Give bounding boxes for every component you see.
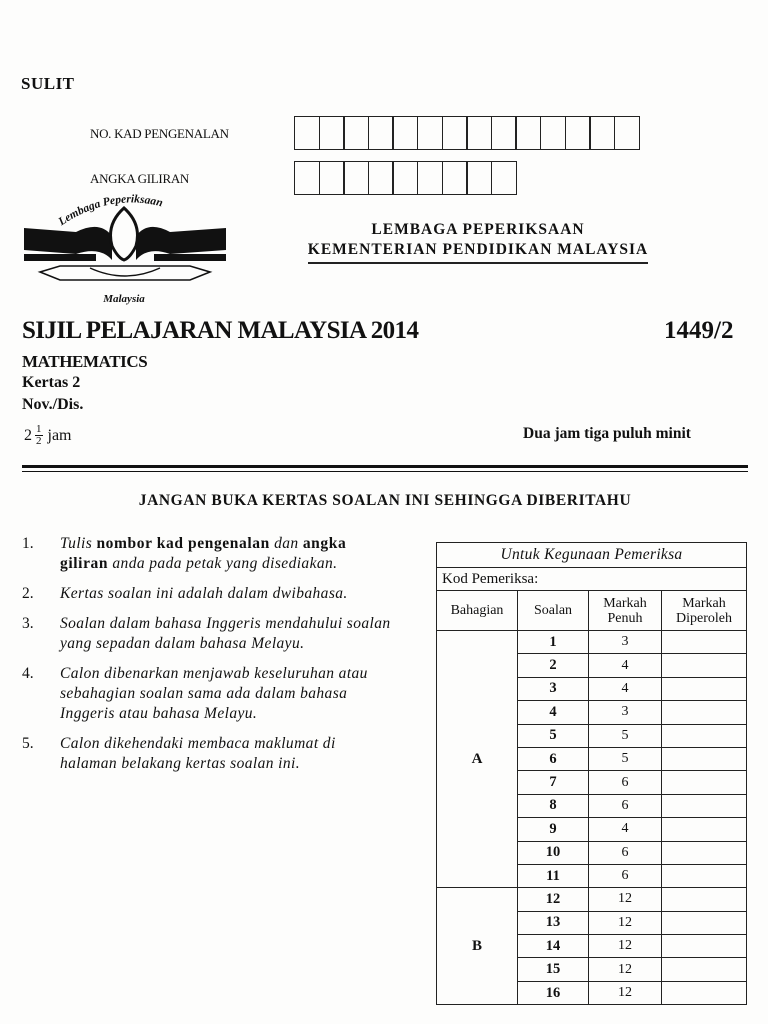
instruction-segment: anda pada petak yang disediakan.	[108, 555, 338, 572]
obtained-marks-cell[interactable]	[662, 888, 747, 911]
candidate-digit-box[interactable]	[442, 161, 468, 195]
instruction-number: 3.	[22, 615, 34, 632]
svg-text:Lembaga Peperiksaan	[56, 193, 164, 228]
obtained-marks-line1: Markah	[682, 595, 726, 611]
obtained-marks-line2: Diperoleh	[676, 610, 732, 626]
org-line-1: LEMBAGA PEPERIKSAAN	[371, 221, 585, 238]
full-marks-value: 6	[589, 864, 662, 887]
obtained-marks-cell[interactable]	[662, 958, 747, 981]
full-marks-line1: Markah	[603, 595, 647, 611]
instruction-number: 1.	[22, 535, 34, 552]
full-marks-value: 12	[589, 935, 662, 958]
obtained-marks-cell[interactable]	[662, 747, 747, 770]
question-number: 13	[518, 911, 589, 934]
question-number: 9	[518, 818, 589, 841]
instructions-list	[22, 534, 394, 784]
instruction-text: Soalan dalam bahasa Inggeris mendahului soalan yang sepadan dalam bahasa Melayu.	[60, 615, 391, 652]
full-marks-value: 6	[589, 841, 662, 864]
instruction-text	[60, 534, 394, 574]
logo-bottom-text: Malaysia	[103, 293, 145, 305]
divider-thin	[22, 471, 748, 472]
question-number: 4	[518, 701, 589, 724]
table-row	[437, 888, 747, 911]
organization-header	[268, 220, 688, 264]
examiner-code-label: Kod Pemeriksa:	[437, 568, 747, 591]
obtained-marks-cell[interactable]	[662, 677, 747, 700]
paper-code: 1449/2	[664, 317, 734, 344]
question-number: 3	[518, 677, 589, 700]
candidate-digit-box[interactable]	[343, 161, 369, 195]
ic-digit-box[interactable]	[466, 116, 492, 150]
logo-arc-text: Lembaga Peperiksaan	[56, 193, 164, 229]
candidate-digit-box[interactable]	[319, 161, 345, 195]
obtained-marks-cell[interactable]	[662, 794, 747, 817]
obtained-marks-cell[interactable]	[662, 701, 747, 724]
table-title: Untuk Kegunaan Pemeriksa	[437, 543, 747, 568]
obtained-marks-cell[interactable]	[662, 981, 747, 1004]
paper-number: Kertas 2	[22, 374, 81, 391]
full-marks-value: 12	[589, 888, 662, 911]
instruction-number: 5.	[22, 735, 34, 752]
examiner-marks-table	[436, 542, 747, 1005]
obtained-marks-cell[interactable]	[662, 864, 747, 887]
ic-digit-box[interactable]	[515, 116, 541, 150]
ic-digit-box[interactable]	[565, 116, 591, 150]
duration-denominator: 2	[36, 435, 42, 447]
ic-number-label: NO. KAD PENGENALAN	[90, 126, 229, 141]
full-marks-value: 12	[589, 911, 662, 934]
duration-half	[35, 424, 43, 447]
full-marks-value: 6	[589, 794, 662, 817]
ic-digit-box[interactable]	[442, 116, 468, 150]
question-number: 10	[518, 841, 589, 864]
duration-unit: jam	[47, 426, 72, 444]
subject-name: MATHEMATICS	[22, 352, 148, 371]
question-number: 12	[518, 888, 589, 911]
instruction-item	[22, 734, 394, 774]
instruction-text: Calon dikehendaki membaca maklumat di halaman belakang kertas soalan ini.	[60, 735, 336, 772]
divider-thick	[22, 465, 748, 468]
question-number: 5	[518, 724, 589, 747]
obtained-marks-cell[interactable]	[662, 724, 747, 747]
column-header-obtained-marks	[662, 591, 747, 631]
instruction-segment: dan	[269, 535, 303, 552]
question-number: 16	[518, 981, 589, 1004]
obtained-marks-cell[interactable]	[662, 841, 747, 864]
instruction-text: Kertas soalan ini adalah dalam dwibahasa.	[60, 585, 348, 602]
duration-text: Dua jam tiga puluh minit	[523, 425, 691, 442]
candidate-number-label: ANGKA GILIRAN	[90, 171, 190, 186]
ic-digit-box[interactable]	[540, 116, 566, 150]
ic-digit-box[interactable]	[294, 116, 320, 150]
question-number: 7	[518, 771, 589, 794]
question-number: 1	[518, 631, 589, 654]
confidential-label: SULIT	[21, 74, 75, 93]
ic-number-boxes[interactable]	[294, 116, 639, 150]
full-marks-value: 4	[589, 677, 662, 700]
full-marks-value: 5	[589, 724, 662, 747]
candidate-digit-box[interactable]	[368, 161, 394, 195]
candidate-digit-box[interactable]	[491, 161, 517, 195]
full-marks-value: 3	[589, 701, 662, 724]
instruction-item	[22, 614, 394, 654]
full-marks-value: 4	[589, 818, 662, 841]
candidate-digit-box[interactable]	[392, 161, 418, 195]
ic-digit-box[interactable]	[614, 116, 640, 150]
instruction-item	[22, 534, 394, 574]
section-label: B	[437, 888, 518, 1005]
obtained-marks-cell[interactable]	[662, 771, 747, 794]
ic-digit-box[interactable]	[319, 116, 345, 150]
candidate-digit-box[interactable]	[294, 161, 320, 195]
candidate-number-boxes[interactable]	[294, 161, 515, 195]
table-row	[437, 631, 747, 654]
question-number: 11	[518, 864, 589, 887]
instruction-number: 2.	[22, 585, 34, 602]
obtained-marks-cell[interactable]	[662, 935, 747, 958]
question-number: 2	[518, 654, 589, 677]
full-marks-value: 5	[589, 747, 662, 770]
instruction-item	[22, 584, 394, 604]
obtained-marks-cell[interactable]	[662, 818, 747, 841]
org-line-2: KEMENTERIAN PENDIDIKAN MALAYSIA	[308, 240, 648, 264]
ic-digit-box[interactable]	[343, 116, 369, 150]
full-marks-value: 12	[589, 981, 662, 1004]
ic-digit-box[interactable]	[392, 116, 418, 150]
column-header-question: Soalan	[518, 591, 589, 631]
do-not-open-warning: JANGAN BUKA KERTAS SOALAN INI SEHINGGA DIBERITAHU	[138, 492, 632, 509]
question-number: 14	[518, 935, 589, 958]
duration-numerator: 1	[36, 423, 42, 435]
ic-digit-box[interactable]	[417, 116, 443, 150]
full-marks-line2: Penuh	[607, 610, 643, 626]
obtained-marks-cell[interactable]	[662, 911, 747, 934]
exam-title: SIJIL PELAJARAN MALAYSIA 2014	[22, 317, 419, 344]
ic-digit-box[interactable]	[491, 116, 517, 150]
question-number: 15	[518, 958, 589, 981]
duration-whole: 2	[24, 426, 32, 444]
instruction-number: 4.	[22, 665, 34, 682]
obtained-marks-cell[interactable]	[662, 654, 747, 677]
section-label: A	[437, 631, 518, 888]
instruction-segment: Tulis	[60, 535, 97, 552]
ic-digit-box[interactable]	[368, 116, 394, 150]
candidate-digit-box[interactable]	[466, 161, 492, 195]
full-marks-value: 4	[589, 654, 662, 677]
candidate-digit-box[interactable]	[417, 161, 443, 195]
question-number: 6	[518, 747, 589, 770]
full-marks-value: 6	[589, 771, 662, 794]
instruction-emphasis: nombor kad pengenalan	[96, 535, 270, 552]
instruction-item	[22, 664, 394, 724]
exam-session: Nov./Dis.	[22, 396, 84, 413]
full-marks-value: 12	[589, 958, 662, 981]
full-marks-value: 3	[589, 631, 662, 654]
column-header-full-marks	[589, 591, 662, 631]
exam-board-logo	[20, 188, 230, 306]
instruction-emphasis: angka giliran	[60, 535, 347, 572]
column-header-section: Bahagian	[437, 591, 518, 631]
question-number: 8	[518, 794, 589, 817]
obtained-marks-cell[interactable]	[662, 631, 747, 654]
instruction-text: Calon dibenarkan menjawab keseluruhan atau sebahagian soalan sama ada dalam bahasa Inggeris atau bahasa Melayu.	[60, 665, 368, 722]
ic-digit-box[interactable]	[589, 116, 615, 150]
duration-fraction	[24, 424, 72, 447]
